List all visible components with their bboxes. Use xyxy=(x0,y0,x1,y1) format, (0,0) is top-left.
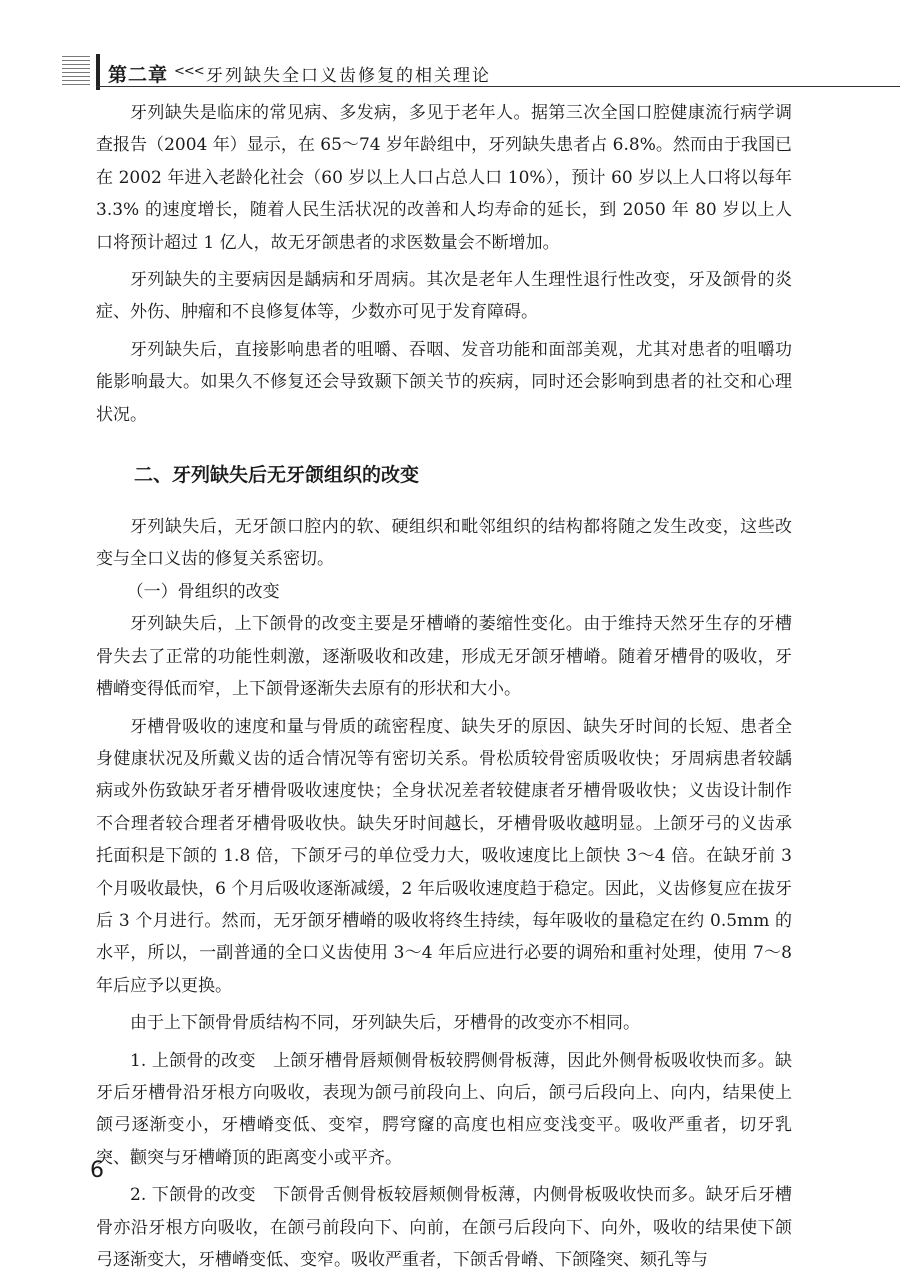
paragraph-4: 牙列缺失后，无牙颌口腔内的软、硬组织和毗邻组织的结构都将随之发生改变，这些改变与全口义齿的修复关系密切。 xyxy=(96,517,792,570)
paragraph-5: 牙列缺失后，上下颌骨的改变主要是牙槽嵴的萎缩性变化。由于维持天然牙生存的牙槽骨失去了正常的功能性刺激，逐渐吸收和改建，形成无牙颌牙槽嵴。随着牙槽骨的吸收，牙槽嵴变得低而窄，上下颌骨逐渐失去原有的形状和大小。 xyxy=(96,614,792,700)
paragraph-3: 牙列缺失后，直接影响患者的咀嚼、吞咽、发音功能和面部美观，尤其对患者的咀嚼功能影响最大。如果久不修复还会导致颞下颌关节的疾病，同时还会影响到患者的社交和心理状况。 xyxy=(96,339,792,425)
chevron-left-icon: <<< xyxy=(174,64,204,79)
header-rule xyxy=(96,86,900,87)
header-vertical-bar xyxy=(96,54,100,90)
chapter-label: 第二章 xyxy=(108,64,169,86)
subsection-heading: （一）骨组织的改变 xyxy=(126,581,280,602)
section-heading: 二、牙列缺失后无牙颌组织的改变 xyxy=(134,464,420,487)
chapter-title: 牙列缺失全口义齿修复的相关理论 xyxy=(206,66,491,86)
paragraph-8: 1. 上颌骨的改变 上颌牙槽骨唇颊侧骨板较腭侧骨板薄，因此外侧骨板吸收快而多。缺牙后牙槽骨沿牙根方向吸收，表现为颌弓前段向上、向后，颌弓后段向上、向内，结果使上颌弓逐渐变小，牙槽嵴变低、变窄，腭穹窿的高度也相应变浅变平。吸收严重者，切牙乳突、颧突与牙槽嵴顶的距离变小或平齐。 xyxy=(96,1050,792,1168)
running-header xyxy=(0,52,900,92)
paragraph-6: 牙槽骨吸收的速度和量与骨质的疏密程度、缺失牙的原因、缺失牙时间的长短、患者全身健康状况及所戴义齿的适合情况等有密切关系。骨松质较骨密质吸收快；牙周病患者较龋病或外伤致缺牙者牙槽骨吸收速度快；全身状况差者较健康者牙槽骨吸收快；义齿设计制作不合理者较合理者牙槽骨吸收快。缺失牙时间越长，牙槽骨吸收越明显。上颌牙弓的义齿承托面积是下颌的 1.8 倍，下颌牙弓的单位受力大，吸收速度比上颌快 3～4 倍。在缺牙前 3 个月吸收最快，6 个月后吸收逐渐减缓，2 年后吸收速度趋于稳定。因此，义齿修复应在拔牙后 3 个月进行。然而，无牙颌牙槽嵴的吸收将终生持续，每年吸收的量稳定在约 0.5mm 的水平，所以，一副普通的全口义齿使用 3～4 年后应进行必要的调殆和重衬处理，使用 7～8 年后应予以更换。 xyxy=(96,716,792,996)
paragraph-1: 牙列缺失是临床的常见病、多发病，多见于老年人。据第三次全国口腔健康流行病学调查报告（2004 年）显示，在 65～74 岁年龄组中，牙列缺失患者占 6.8%。然而由于我国已在 2002 年进入老龄化社会（60 岁以上人口占总人口 10%），预计 60 岁以上人口将以每年 3.3% 的速度增长，随着人民生活状况的改善和人均寿命的延长，到 2050 年 80 岁以上人口将预计超过 1 亿人，故无牙颌患者的求医数量会不断增加。 xyxy=(96,103,792,253)
page-body xyxy=(96,97,792,1276)
page-number: 6 xyxy=(90,1158,104,1183)
paragraph-2: 牙列缺失的主要病因是龋病和牙周病。其次是老年人生理性退行性改变，牙及颌骨的炎症、外伤、肿瘤和不良修复体等，少数亦可见于发育障碍。 xyxy=(96,270,792,323)
paragraph-7: 由于上下颌骨骨质结构不同，牙列缺失后，牙槽骨的改变亦不相同。 xyxy=(130,1013,640,1034)
paragraph-9: 2. 下颌骨的改变 下颌骨舌侧骨板较唇颊侧骨板薄，内侧骨板吸收快而多。缺牙后牙槽骨亦沿牙根方向吸收，在颌弓前段向下、向前，在颌弓后段向下、向外，吸收的结果使下颌弓逐渐变大，牙槽嵴变低、变窄。吸收严重者，下颌舌骨嵴、下颌隆突、颏孔等与 xyxy=(96,1185,792,1270)
header-decoration-lines xyxy=(62,56,90,86)
